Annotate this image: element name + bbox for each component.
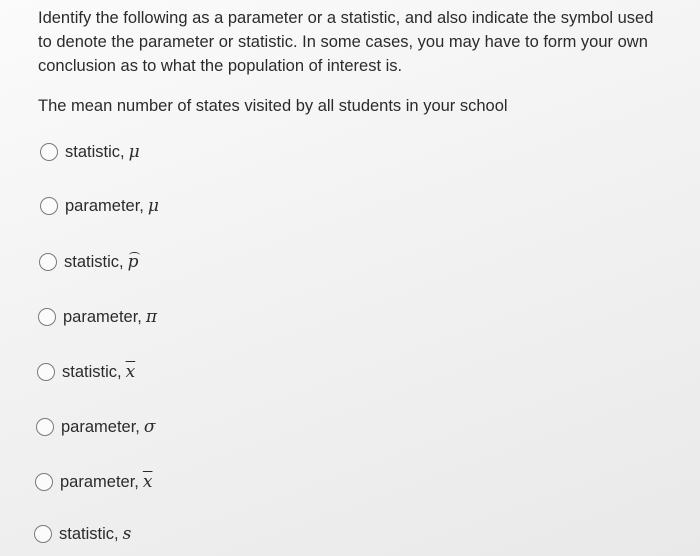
option-label: parameter, bbox=[61, 418, 140, 436]
option-symbol: μ bbox=[147, 196, 159, 216]
option-symbol: π bbox=[145, 307, 158, 327]
option-label: parameter, bbox=[65, 197, 144, 215]
option-label: parameter, bbox=[60, 473, 139, 491]
radio-button[interactable] bbox=[40, 143, 58, 161]
option-statistic-p-hat[interactable] bbox=[39, 249, 139, 275]
option-label: statistic, bbox=[62, 363, 122, 381]
option-symbol: μ bbox=[128, 142, 140, 162]
radio-button[interactable] bbox=[37, 363, 55, 381]
option-statistic-mu[interactable] bbox=[40, 139, 140, 165]
radio-button[interactable] bbox=[35, 473, 53, 491]
option-parameter-pi[interactable] bbox=[38, 304, 157, 330]
option-symbol: p bbox=[127, 252, 139, 272]
option-parameter-sigma[interactable] bbox=[36, 414, 155, 440]
option-symbol: $\overline{x}$ bbox=[142, 472, 153, 492]
question-prompt: The mean number of states visited by all students in your school bbox=[38, 97, 508, 115]
option-statistic-s[interactable] bbox=[34, 521, 131, 547]
option-label: statistic, bbox=[59, 525, 119, 543]
option-parameter-x-bar[interactable] bbox=[35, 469, 152, 495]
radio-button[interactable] bbox=[34, 525, 52, 543]
option-label: statistic, bbox=[65, 143, 125, 161]
question-instructions: Identify the following as a parameter or a statistic, and also indicate the symbol used to denote the parameter or statistic. In some cases, you may have to form your own conclusion as to what the population of interest is. bbox=[38, 9, 654, 75]
option-parameter-mu[interactable] bbox=[40, 193, 159, 219]
option-label: statistic, bbox=[64, 253, 124, 271]
option-label: parameter, bbox=[63, 308, 142, 326]
option-symbol: σ bbox=[143, 417, 156, 437]
radio-button[interactable] bbox=[38, 308, 56, 326]
radio-button[interactable] bbox=[39, 253, 57, 271]
option-symbol: s bbox=[122, 524, 132, 544]
option-symbol: $\overline{x}$ bbox=[125, 362, 136, 382]
radio-button[interactable] bbox=[40, 197, 58, 215]
option-statistic-x-bar[interactable] bbox=[37, 359, 135, 385]
radio-button[interactable] bbox=[36, 418, 54, 436]
